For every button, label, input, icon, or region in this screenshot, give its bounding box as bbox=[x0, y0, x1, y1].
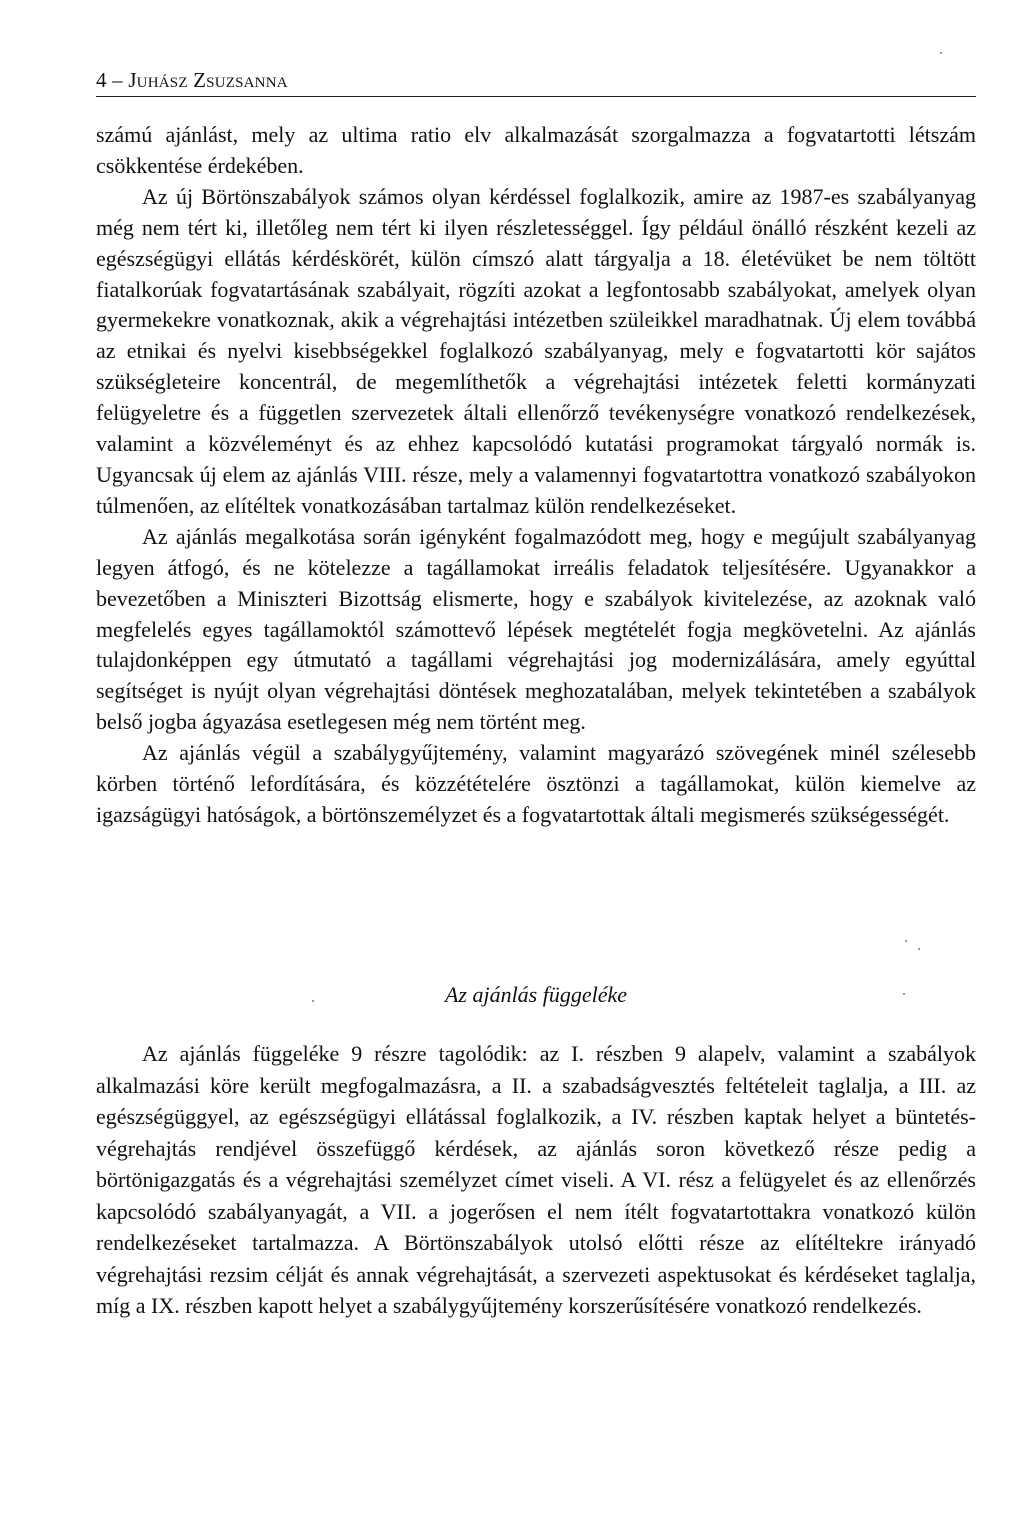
scan-speck bbox=[312, 1000, 314, 1002]
paragraph-drafting: Az ajánlás megalkotása során igényként fogalmazódott meg, hogy e megújult szabályanyag legyen átfogó, és ne kötelezze a tagállamokat irreális feladatok teljesítésére. Ugyanakkor a bevezetőben a Miniszteri Bizottság elismerte, hogy e szabályok kivitelezése, az azoknak való megfelelés egyes tagállamoktól számottevő lépések megtételét fogja megkövetelni. Az ajánlás tulajdonképpen egy útmutató a tagállami végrehajtási jog modernizálására, amely egyúttal segítséget is nyújt olyan végrehajtási döntések meghozatalában, melyek tekintetében a szabályok belső jogba ágyazása esetlegesen még nem történt meg. bbox=[96, 523, 976, 735]
running-header bbox=[96, 66, 976, 97]
paragraph-continuation: számú ajánlást, mely az ultima ratio elv alkalmazását szorgalmazza a fogvatartotti létszám csökkentése érdekében. bbox=[96, 122, 976, 178]
body-text bbox=[96, 120, 976, 831]
paragraph-translation: Az ajánlás végül a szabálygyűjtemény, valamint magyarázó szövegének minél szélesebb körben történő lefordítására, és közzétételére ösztönzi a tagállamokat, külön kiemelve az igazságügyi hatóságok, a börtönszemélyzet és a fogvatartottak általi megismerés szükségességét. bbox=[96, 740, 976, 827]
author-name: Juhász Zsuzsanna bbox=[128, 68, 288, 92]
header-separator: – bbox=[106, 68, 129, 92]
appendix-text bbox=[96, 1038, 976, 1322]
scan-speck bbox=[940, 52, 942, 54]
scan-speck bbox=[903, 993, 905, 995]
section-heading: Az ajánlás függeléke bbox=[444, 982, 628, 1007]
paragraph-new-rules: Az új Börtönszabályok számos olyan kérdéssel foglalkozik, amire az 1987-es szabályanyag még nem tért ki, illetőleg nem tért ki ilyen részletességgel. Így például önálló részként kezeli az egészségügyi ellátás kérdéskörét, külön címszó alatt tárgyalja a 18. életévüket be nem töltött fiatalkorúak fogvatartásának szabályait, rögzíti azokat a legfontosabb szabályokat, amelyek olyan gyermekekre vonatkoznak, akik a végrehajtási intézetben szüleikkel maradhatnak. Új elem továbbá az etnikai és nyelvi kisebbségekkel foglalkozó szabályanyag, mely e fogvatartotti kör sajátos szükségleteire koncentrál, de megemlíthetők a végrehajtási intézetek feletti kormányzati felügyeletre és a független szervezetek általi ellenőrző tevékenységre vonatkozó rendelkezések, valamint a közvéleményt és az ehhez kapcsolódó kutatási programokat tárgyaló normák is. Ugyancsak új elem az ajánlás VIII. része, mely a valamennyi fogvatartottra vonatkozó szabályokon túlmenően, az elítéltek vonatkozásában tartalmaz külön rendelkezéseket. bbox=[96, 183, 976, 518]
scan-speck bbox=[918, 948, 920, 950]
scan-speck bbox=[905, 940, 907, 942]
paragraph-appendix: Az ajánlás függeléke 9 részre tagolódik: az I. részben 9 alapelv, valamint a szabályok alkalmazási köre került megfogalmazásra, a II. a szabadságvesztés feltételeit taglalja, a III. az egészségüggyel, az egészségügyi ellátással foglalkozik, a IV. részben kaptak helyet a büntetés-végrehajtás rendjével összefüggő kérdések, az ajánlás soron következő része pedig a börtönigazgatás és a végrehajtási személyzet címet viseli. A VI. rész a felügyelet és az ellenőrzés kapcsolódó szabályanyagát, a VII. a jogerősen el nem ítélt fogvatartottakra vonatkozó külön rendelkezéseket tartalmazza. A Börtönszabályok utolsó előtti része az elítéltekre irányadó végrehajtási rezsim célját és annak végrehajtását, a szervezeti aspektusokat és kérdéseket taglalja, míg a IX. részben kapott helyet a szabálygyűjtemény korszerűsítésére vonatkozó rendelkezés. bbox=[96, 1041, 976, 1318]
page-number: 4 bbox=[96, 68, 107, 92]
